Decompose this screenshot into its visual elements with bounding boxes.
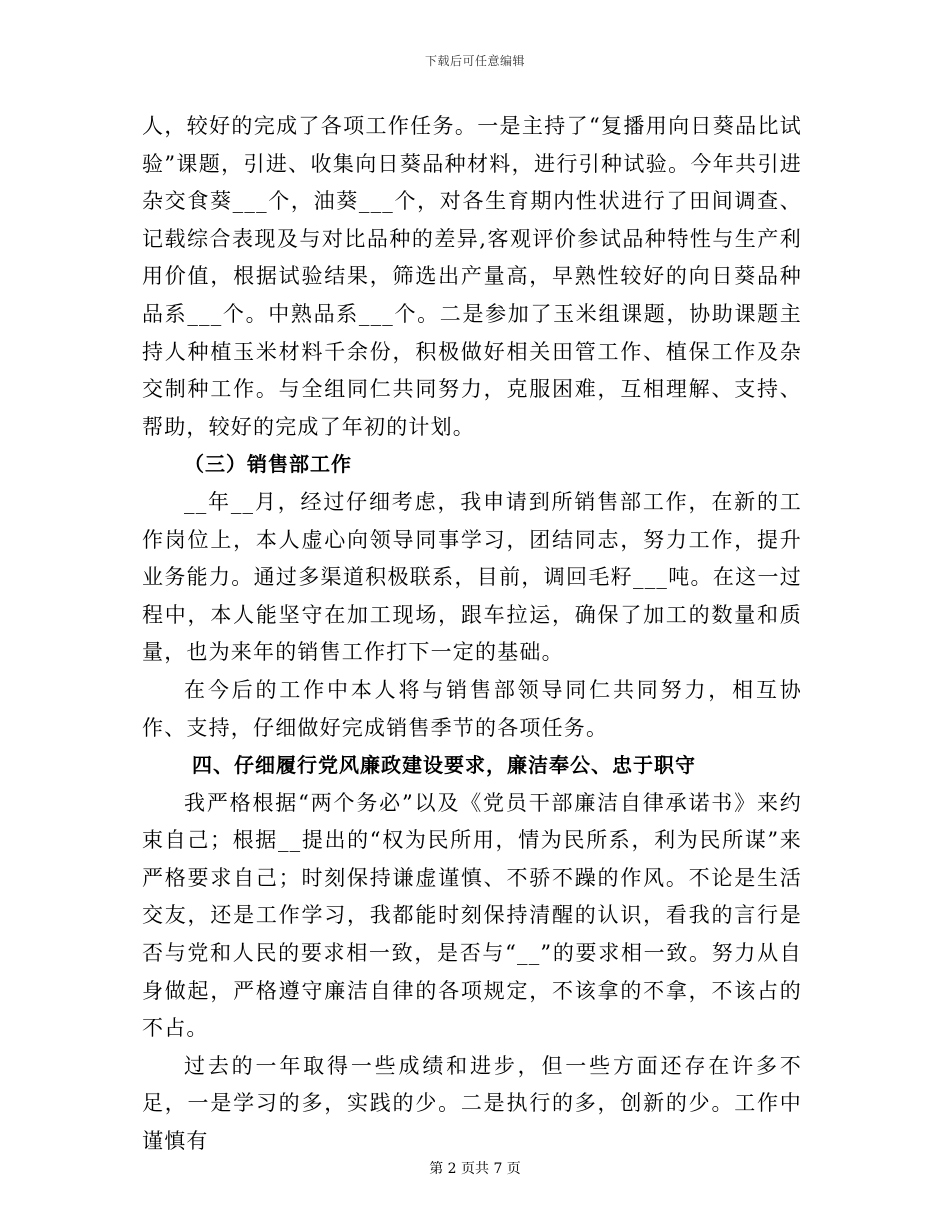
paragraph: __年__月，经过仔细考虑，我申请到所销售部工作，在新的工作岗位上，本人虚心向领导同事学习，团结同志，努力工作，提升业务能力。通过多渠道积极联系，目前，调回毛籽___吨。在这一过程中，本人能坚守在加工现场，跟车拉运，确保了加工的数量和质量，也为来年的销售工作打下一定的基础。 bbox=[142, 489, 802, 665]
paragraph: 过去的一年取得一些成绩和进步，但一些方面还存在许多不足，一是学习的多，实践的少。二是执行的多，创新的少。工作中谨慎有 bbox=[142, 1053, 802, 1154]
page-number: 第 2 页共 7 页 bbox=[429, 1161, 521, 1177]
paragraph: 人，较好的完成了各项工作任务。一是主持了“复播用向日葵品比试验”课题，引进、收集向日葵品种材料，进行引种试验。今年共引进杂交食葵___个，油葵___个，对各生育期内性状进行了田间调查、记载综合表现及与对比品种的差异,客观评价参试品种特性与生产利用价值，根据试验结果，筛选出产量高，早熟性较好的向日葵品种品系___个。中熟品系___个。二是参加了玉米组课题，协助课题主持人种植玉米材料千余份，积极做好相关田管工作、植保工作及杂交制种工作。与全组同仁共同努力，克服困难，互相理解、支持、帮助，较好的完成了年初的计划。 bbox=[142, 114, 802, 439]
paragraph: 在今后的工作中本人将与销售部领导同仁共同努力，相互协作、支持，仔细做好完成销售季节的各项任务。 bbox=[142, 677, 802, 740]
section-heading: 四、仔细履行党风廉政建设要求，廉洁奉公、忠于职守 bbox=[192, 753, 696, 778]
paragraph: 我严格根据“两个务必”以及《党员干部廉洁自律承诺书》来约束自己；根据__提出的“权为民所用，情为民所系，利为民所谋”来严格要求自己；时刻保持谦虚谨慎、不骄不躁的作风。不论是生活交友，还是工作学习，我都能时刻保持清醒的认识，看我的言行是否与党和人民的要求相一致，是否与“__”的要求相一致。努力从自身做起，严格遵守廉洁自律的各项规定，不该拿的不拿，不该占的不占。 bbox=[142, 790, 802, 1041]
section-heading: （三）销售部工作 bbox=[184, 452, 352, 477]
document-body bbox=[142, 108, 802, 1161]
page-header: 下载后可任意编辑 bbox=[424, 54, 525, 68]
